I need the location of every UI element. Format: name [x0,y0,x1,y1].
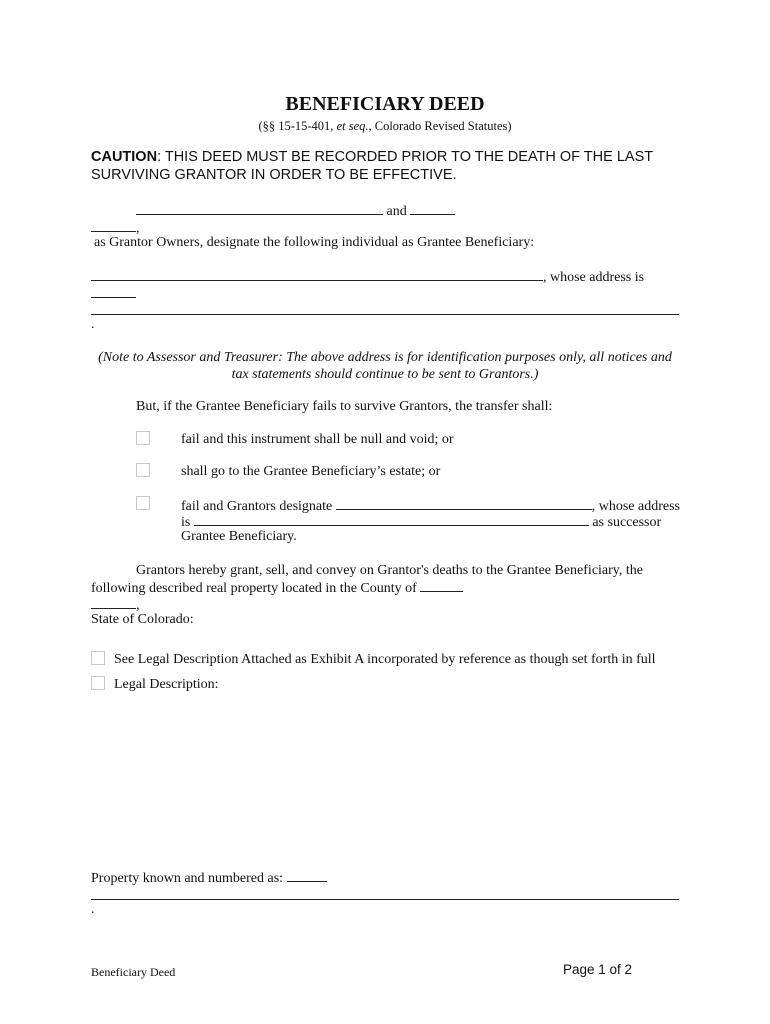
successor-address-blank[interactable] [194,513,589,526]
grantor-and: and [386,204,407,219]
document-title: BENEFICIARY DEED [285,93,485,115]
successor-name-blank[interactable] [336,497,592,510]
property-label: Property known and numbered as: [91,871,284,886]
county-blank-1[interactable] [420,579,463,592]
option-successor-designate: fail and Grantors designate [181,499,333,514]
conveyance-comma: , [136,598,140,613]
grantor-designate-text: as Grantor Owners, designate the following individual as Grantee Beneficiary: [94,235,535,250]
option-null-void-label: fail and this instrument shall be null and void; or [181,432,454,447]
caution-label: CAUTION [91,149,158,165]
grantee-period: . [91,317,95,332]
statute-italic: et seq. [336,119,369,133]
option-successor-is: is [181,515,191,530]
grantee-name-blank[interactable] [91,268,543,281]
footer-page-number: Page 1 of 2 [563,962,633,977]
property-line [91,869,327,887]
exhibit-a-checkbox[interactable] [91,651,105,665]
assessor-note: (Note to Assessor and Treasurer: The above address is for identification purposes only, all notices and tax statements should continue to be sent to Grantors.) [98,350,672,382]
state-of-colorado: State of Colorado: [91,612,194,627]
caution-line1: : THIS DEED MUST BE RECORDED PRIOR TO THE DEATH OF THE LAST [157,149,654,165]
grantor-name-blank-2[interactable] [410,202,455,215]
grantor-comma: , [136,221,140,236]
option-null-void-checkbox[interactable] [136,431,150,445]
conveyance-county-text: following described real property located in the County of [91,581,417,596]
legal-description-label: Legal Description: [114,677,219,692]
option-estate-checkbox[interactable] [136,463,150,477]
legal-description-checkbox[interactable] [91,676,105,690]
grantee-address-line-1 [91,285,136,303]
option-successor-line3: Grantee Beneficiary. [181,529,297,544]
grantor-name-blank-1[interactable] [136,202,383,215]
statute-reference [0,118,770,134]
property-period: . [91,902,95,917]
county-blank-2[interactable] [91,596,136,609]
grantee-line [91,268,644,286]
transfer-intro: But, if the Grantee Beneficiary fails to survive Grantors, the transfer shall: [136,399,553,414]
caution-line2: SURVIVING GRANTOR IN ORDER TO BE EFFECTIVE. [91,167,457,183]
option-successor-as-successor: as successor [592,515,662,530]
grantee-address-blank-1[interactable] [91,285,136,298]
footer-document-name: Beneficiary Deed [91,965,176,979]
grantor-line [136,202,455,220]
statute-suffix: , Colorado Revised Statutes) [368,119,512,133]
option-successor-whose-address: , whose address [591,499,680,514]
grantee-address-blank-2[interactable] [91,314,679,315]
exhibit-a-label: See Legal Description Attached as Exhibit A incorporated by reference as though set forth in full [114,652,656,667]
grantor-name-blank-3[interactable] [91,219,136,232]
option-successor-checkbox[interactable] [136,496,150,510]
property-address-blank[interactable] [91,899,679,900]
statute-prefix: (§§ 15-15-401, [258,119,337,133]
property-number-blank[interactable] [287,869,327,882]
grantee-whose-address: , whose address is [543,270,645,285]
caution-notice [91,148,653,184]
conveyance-line2 [91,579,463,597]
conveyance-line1: Grantors hereby grant, sell, and convey on Grantor's deaths to the Grantee Beneficiary, the [136,563,643,578]
option-estate-label: shall go to the Grantee Beneficiary’s estate; or [181,464,441,479]
